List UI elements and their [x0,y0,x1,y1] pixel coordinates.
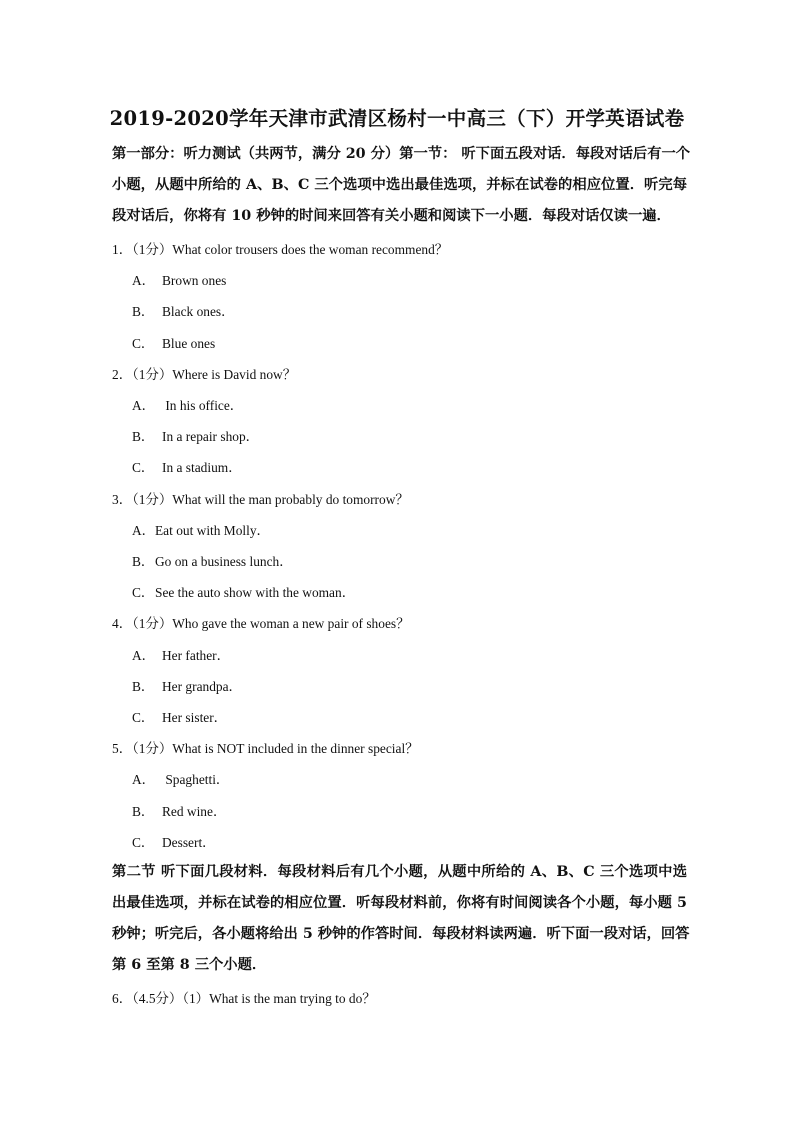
option-text: Eat out with Molly． [155,523,270,538]
option-letter: C． [132,835,155,850]
option-text: Go on a business lunch． [155,554,293,569]
option-letter: C． [132,585,155,600]
option-text: Black ones． [162,304,235,319]
option-letter: C． [132,710,155,725]
option-text: Her grandpa． [162,679,242,694]
answer-option [132,801,226,820]
option-text: Blue ones [162,336,216,351]
option-text: Dessert． [162,835,216,850]
option-letter: A． [132,523,156,538]
option-letter: A． [132,398,156,413]
part1-instructions-line: 小题，从题中所给的 A、B、C 三个选项中选出最佳选项，并标在试卷的相应位置．听完每 [112,177,687,193]
section2-instructions [112,857,690,981]
question-stem: 3．（1分）What will the man probably do tomorrow？ [112,492,409,507]
option-text: In a stadium． [162,460,242,475]
section2-instructions-line: 出最佳选项，并标在试卷的相应位置．听每段材料前，你将有时间阅读各个小题，每小题 5 [112,895,687,911]
answer-option [132,520,270,539]
answer-option [132,301,235,320]
answer-option [132,426,259,445]
option-text: Her father． [162,648,231,663]
answer-option [132,333,215,352]
answer-option [132,707,227,726]
option-letter: C． [132,460,155,475]
answer-option [132,832,216,851]
section2-instructions-line: 第 6 至第 8 三个小题． [112,957,267,973]
option-letter: B． [132,554,155,569]
option-letter: B． [132,804,155,819]
question-stem: 5．（1分）What is NOT included in the dinner special？ [112,741,419,756]
option-text: Brown ones [162,273,227,288]
answer-option [132,582,355,601]
part1-instructions-line: 段对话后，你将有 10 秒钟的时间来回答有关小题和阅读下一小题．每段对话仅读一遍． [112,208,671,224]
answer-option [132,645,230,664]
question-stem: 6．（4.5分）（1）What is the man trying to do？ [112,991,376,1006]
option-letter: A． [132,648,156,663]
section2-instructions-line: 第二节 听下面几段材料．每段材料后有几个小题，从题中所给的 A、B、C 三个选项中选 [112,864,687,880]
option-letter: B． [132,429,155,444]
option-letter: C． [132,336,155,351]
exam-title: 2019-2020学年天津市武清区杨村一中高三（下）开学英语试卷 [109,107,685,130]
option-text: In a repair shop． [162,429,260,444]
option-text: Her sister． [162,710,228,725]
answer-option [132,769,229,788]
part1-instructions-line: 第一部分：听力测试（共两节，满分 20 分）第一节： 听下面五段对话．每段对话后有一个 [112,146,691,162]
question-stem: 4．（1分）Who gave the woman a new pair of shoes？ [112,616,410,631]
question-stem: 1．（1分）What color trousers does the woman recommend？ [112,242,449,257]
answer-option [132,551,293,570]
option-text: Red wine． [162,804,227,819]
answer-option [132,270,226,289]
option-letter: A． [132,772,156,787]
option-letter: A． [132,273,156,288]
answer-option [132,395,243,414]
option-text: See the auto show with the woman． [155,585,356,600]
answer-option [132,676,242,695]
option-text: Spaghetti． [162,772,230,787]
section2-instructions-line: 秒钟；听完后，各小题将给出 5 秒钟的作答时间．每段材料读两遍．听下面一段对话，回答 [112,926,690,942]
option-text: In his office． [162,398,244,413]
option-letter: B． [132,679,155,694]
question-stem: 2．（1分）Where is David now？ [112,367,297,382]
option-letter: B． [132,304,155,319]
part1-instructions [112,139,691,232]
answer-option [132,457,242,476]
